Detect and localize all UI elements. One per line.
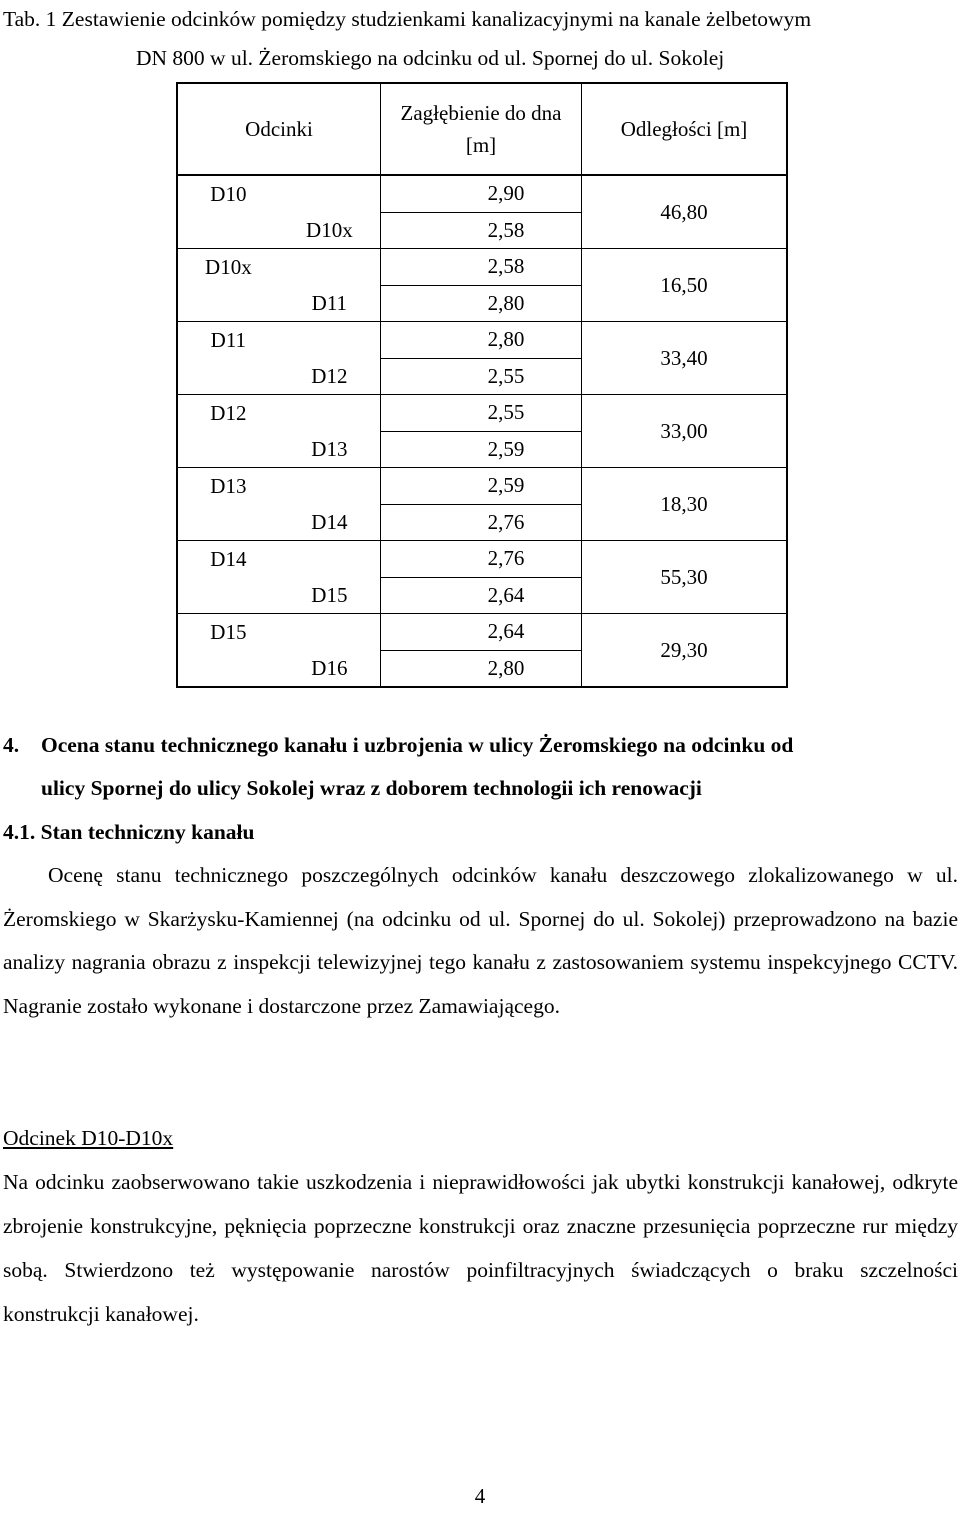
table-row [177, 614, 787, 651]
cell-from-depth: 2,90 [381, 175, 582, 212]
cell-to-depth: 2,58 [381, 212, 582, 249]
cell-from-depth: 2,64 [381, 614, 582, 651]
cell-from: D14 [177, 541, 279, 578]
header-depth-line2: [m] [465, 133, 497, 157]
cell-to-depth: 2,55 [381, 358, 582, 395]
cell-from: D11 [177, 322, 279, 359]
cell-from-depth: 2,55 [381, 395, 582, 432]
cell-empty [279, 175, 381, 212]
table-body [177, 175, 787, 687]
cell-empty [177, 577, 279, 614]
table-caption [3, 0, 957, 78]
cell-empty [279, 249, 381, 286]
cell-distance: 55,30 [582, 541, 788, 614]
table-row [177, 468, 787, 505]
cell-empty [279, 614, 381, 651]
caption-line-1: Tab. 1 Zestawienie odcinków pomiędzy studzienkami kanalizacyjnymi na kanale żelbetowym [3, 7, 812, 31]
section-4-title-line2: ulicy Spornej do ulicy Sokolej wraz z doborem technologii ich renowacji [41, 776, 702, 800]
caption-line-2: DN 800 w ul. Żeromskiego na odcinku od ul. Spornej do ul. Sokolej [136, 46, 725, 70]
cell-to: D16 [279, 650, 381, 687]
section-4-number: 4. [3, 733, 20, 757]
cell-distance: 33,00 [582, 395, 788, 468]
cell-to: D14 [279, 504, 381, 541]
header-depth-line1: Zagłębienie do dna [400, 101, 562, 125]
cell-from-depth: 2,80 [381, 322, 582, 359]
cell-from: D10 [177, 175, 279, 212]
cell-distance: 29,30 [582, 614, 788, 688]
cell-empty [177, 504, 279, 541]
cell-to: D13 [279, 431, 381, 468]
cell-from: D15 [177, 614, 279, 651]
cell-empty [177, 285, 279, 322]
cell-distance: 46,80 [582, 175, 788, 249]
page-number: 4 [474, 1484, 486, 1508]
cell-to: D10x [279, 212, 381, 249]
cell-to-depth: 2,64 [381, 577, 582, 614]
cell-to: D11 [279, 285, 381, 322]
cell-empty [279, 322, 381, 359]
table-row [177, 249, 787, 286]
segments-table [176, 82, 788, 688]
cell-from-depth: 2,59 [381, 468, 582, 505]
section-4-heading [3, 724, 793, 810]
cell-to-depth: 2,59 [381, 431, 582, 468]
header-segments: Odcinki [177, 83, 381, 175]
cell-from-depth: 2,58 [381, 249, 582, 286]
cell-to: D15 [279, 577, 381, 614]
cell-distance: 18,30 [582, 468, 788, 541]
section-4-1-paragraph: Ocenę stanu technicznego poszczególnych odcinków kanału deszczowego zlokalizowanego w ul. Żeromskiego w Skarżysku-Kamiennej (na odcinku od ul. Spornej do ul. Sokolej) przeprowadzono na bazie analizy nagrania obrazu z inspekcji telewizyjnej tego kanału z zastosowaniem systemu inspekcyjnego CCTV. Nagranie zostało wykonane i dostarczone przez Zamawiającego. [3, 863, 958, 1018]
cell-to-depth: 2,80 [381, 650, 582, 687]
cell-empty [177, 650, 279, 687]
header-depth [381, 83, 582, 175]
cell-to-depth: 2,80 [381, 285, 582, 322]
cell-empty [279, 468, 381, 505]
cell-empty [177, 212, 279, 249]
cell-empty [279, 395, 381, 432]
table-row [177, 395, 787, 432]
section-4-title-line1: Ocena stanu technicznego kanału i uzbrojenia w ulicy Żeromskiego na odcinku od [41, 733, 794, 757]
cell-distance: 16,50 [582, 249, 788, 322]
segment-d10-paragraph: Na odcinku zaobserwowano takie uszkodzenia i nieprawidłowości jak ubytki konstrukcji kanałowej, odkryte zbrojenie konstrukcyjne, pęknięcia poprzeczne konstrukcji oraz znaczne przesunięcia poprzeczne rur między sobą. Stwierdzono też występowanie narostów poinfiltracyjnych świadczących o braku szczelności konstrukcji kanałowej. [3, 1170, 958, 1326]
cell-from-depth: 2,76 [381, 541, 582, 578]
cell-empty [177, 431, 279, 468]
table-row [177, 175, 787, 212]
cell-from: D12 [177, 395, 279, 432]
cell-empty [177, 358, 279, 395]
cell-empty [279, 541, 381, 578]
header-distance: Odległości [m] [582, 83, 788, 175]
table-header-row [177, 83, 787, 175]
cell-to-depth: 2,76 [381, 504, 582, 541]
cell-from: D13 [177, 468, 279, 505]
section-4-1-heading: 4.1. Stan techniczny kanału [3, 820, 255, 844]
table-row [177, 322, 787, 359]
segment-d10-heading: Odcinek D10-D10x [3, 1126, 174, 1150]
cell-distance: 33,40 [582, 322, 788, 395]
table-row [177, 541, 787, 578]
cell-from: D10x [177, 249, 279, 286]
cell-to: D12 [279, 358, 381, 395]
